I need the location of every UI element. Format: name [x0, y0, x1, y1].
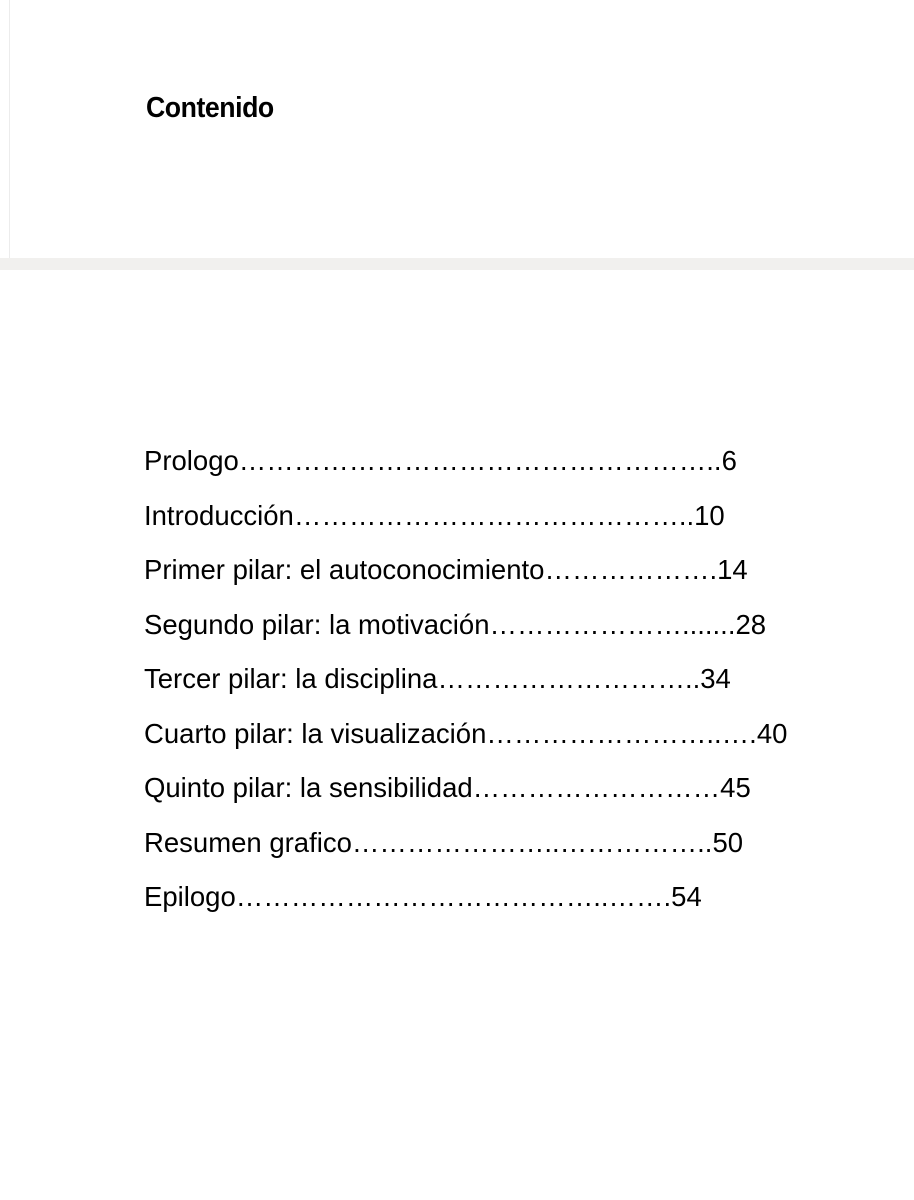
- toc-page-number: 14: [717, 554, 748, 585]
- toc-entry-segundo-pilar: [144, 608, 834, 663]
- toc-entry-introduccion: [144, 499, 834, 554]
- toc-entry-epilogo: [144, 880, 834, 935]
- toc-label: Segundo pilar: la motivación: [144, 608, 490, 640]
- toc-label: Quinto pilar: la sensibilidad: [144, 772, 473, 803]
- toc-page-number: 6: [721, 445, 737, 476]
- toc-leader: ……………………..….: [486, 717, 757, 749]
- toc-label: Resumen grafico: [144, 826, 352, 858]
- toc-entry-tercer-pilar: [144, 662, 834, 717]
- toc-label: Cuarto pilar: la visualización: [144, 717, 487, 749]
- page-separator: [0, 258, 914, 270]
- toc-entry-primer-pilar: [144, 553, 834, 608]
- toc-leader: …………………..……………..: [351, 826, 713, 858]
- toc-entry-cuarto-pilar: [144, 717, 834, 772]
- page-bottom: [0, 270, 914, 1200]
- toc-leader: …………………………………..…….: [235, 881, 672, 912]
- toc-page-number: 28: [735, 608, 767, 640]
- toc-page-number: 40: [756, 717, 788, 749]
- toc-entry-quinto-pilar: [144, 771, 834, 826]
- table-of-contents: [144, 444, 834, 935]
- toc-leader: ……………….: [544, 554, 718, 585]
- toc-leader: ………………….......: [489, 608, 736, 640]
- toc-label: Primer pilar: el autoconocimiento: [144, 554, 545, 585]
- toc-label: Prologo: [144, 445, 239, 476]
- toc-page-number: 45: [720, 772, 751, 803]
- toc-label: Tercer pilar: la disciplina: [144, 663, 438, 694]
- toc-label: Epilogo: [144, 881, 236, 912]
- toc-page-number: 50: [712, 826, 744, 858]
- page-top: [10, 0, 914, 258]
- toc-page-number: 10: [694, 499, 725, 531]
- toc-leader: ………………………..: [437, 663, 701, 694]
- toc-leader: ……………………………………..: [293, 499, 695, 531]
- toc-leader: ……………………………………………..: [238, 445, 722, 476]
- toc-entry-prologo: [144, 444, 834, 499]
- toc-leader: ………………………: [472, 772, 721, 803]
- toc-label: Introducción: [144, 499, 294, 531]
- page-title: Contenido: [146, 92, 274, 124]
- toc-entry-resumen-grafico: [144, 826, 834, 881]
- toc-page-number: 54: [671, 881, 702, 912]
- toc-page-number: 34: [700, 663, 731, 694]
